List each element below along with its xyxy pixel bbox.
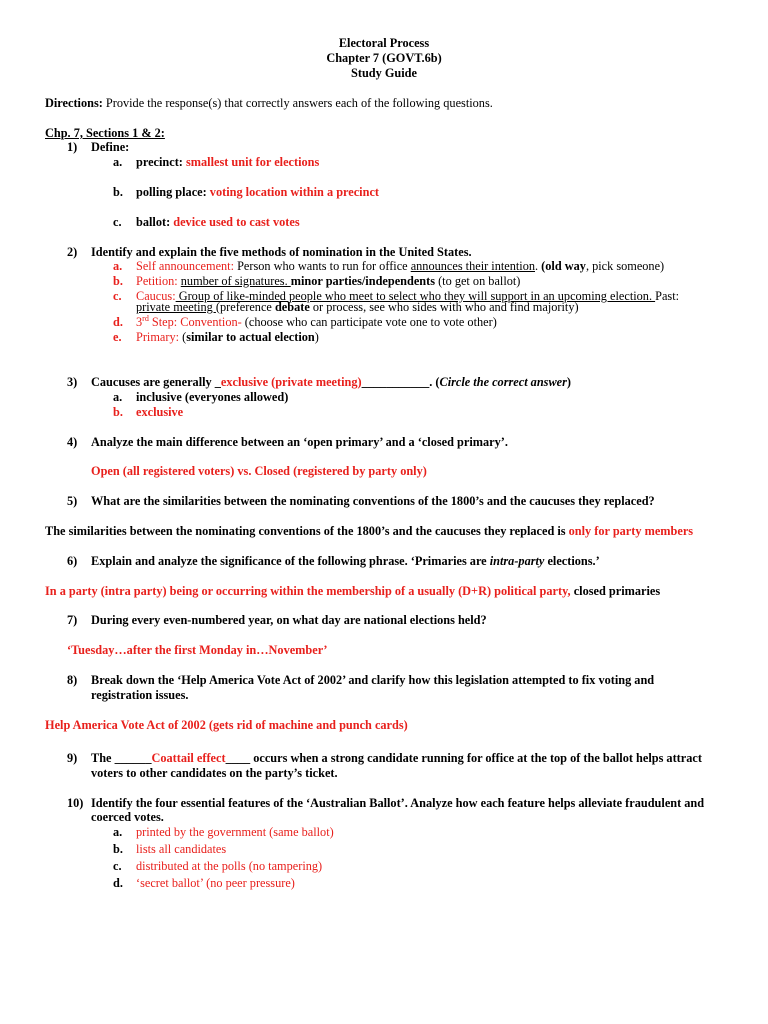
q3-text: Caucuses are generally _exclusive (private meeting)___________. (Circle the correct answer) — [91, 375, 572, 389]
q10b-letter: b. — [113, 842, 123, 856]
q1-text: Define: — [91, 140, 130, 154]
q2d-letter: d. — [113, 315, 123, 329]
q2b-letter: b. — [113, 274, 123, 288]
q1b-letter: b. — [113, 185, 123, 199]
q4-number: 4) — [67, 435, 78, 449]
q3b-letter: b. — [113, 405, 123, 419]
q5-answer: The similarities between the nominating conventions of the 1800’s and the caucuses they replaced is only for party members — [45, 524, 694, 538]
q2-number: 2) — [67, 245, 78, 259]
q7-text: During every even-numbered year, on what day are national elections held? — [91, 613, 487, 627]
q7-number: 7) — [67, 613, 78, 627]
q1c-letter: c. — [113, 215, 122, 229]
q2a-letter: a. — [113, 259, 123, 273]
doc-subtitle: Chapter 7 (GOVT.6b) — [326, 51, 442, 65]
q1c: ballot: device used to cast votes — [136, 215, 300, 229]
q9-text-line2: voters to other candidates on the party’s ticket. — [91, 766, 338, 780]
q3-number: 3) — [67, 375, 78, 389]
q3a-letter: a. — [113, 390, 123, 404]
q2e: Primary: (similar to actual election) — [136, 330, 319, 344]
q8-text-line1: Break down the ‘Help America Vote Act of 2002’ and clarify how this legislation attempted to fix voting and — [91, 673, 655, 687]
q9-number: 9) — [67, 751, 78, 765]
q1b: polling place: voting location within a precinct — [136, 185, 379, 199]
q5-text: What are the similarities between the nominating conventions of the 1800’s and the caucuses they replaced? — [91, 494, 655, 508]
q6-answer: In a party (intra party) being or occurring within the membership of a usually (D+R) political party, closed primaries — [45, 584, 661, 598]
q6-text: Explain and analyze the significance of the following phrase. ‘Primaries are intra-party elections.’ — [91, 554, 600, 568]
q2d: 3rd Step: Convention- (choose who can participate vote one to vote other) — [136, 313, 497, 329]
q3a: inclusive (everyones allowed) — [136, 390, 289, 404]
q2c-line2: private meeting (preference debate or process, see who sides with who and find majority) — [136, 300, 579, 314]
q3b: exclusive — [136, 405, 184, 419]
q10a: printed by the government (same ballot) — [136, 825, 334, 839]
q10-number: 10) — [67, 796, 84, 810]
q9-text-line1: The ______Coattail effect____ occurs when a strong candidate running for office at the top of the ballot helps attract — [91, 751, 702, 765]
q1a: precinct: smallest unit for elections — [136, 155, 320, 169]
q5-number: 5) — [67, 494, 78, 508]
q4-answer: Open (all registered voters) vs. Closed (registered by party only) — [91, 464, 427, 478]
q8-number: 8) — [67, 673, 78, 687]
q10c-letter: c. — [113, 859, 122, 873]
q6-number: 6) — [67, 554, 78, 568]
q10d-letter: d. — [113, 876, 123, 890]
directions: Directions: Provide the response(s) that correctly answers each of the following questions. — [45, 96, 493, 110]
doc-subtitle-2: Study Guide — [351, 66, 417, 80]
q10-text-line1: Identify the four essential features of the ‘Australian Ballot’. Analyze how each feature helps alleviate fraudulent and — [91, 796, 705, 810]
q2c-letter: c. — [113, 289, 122, 303]
q2c-line1: Caucus: Group of like-minded people who meet to select who they will support in an upcoming election. Past: — [136, 289, 680, 303]
q8-text-line2: registration issues. — [91, 688, 189, 702]
q8-answer: Help America Vote Act of 2002 (gets rid of machine and punch cards) — [45, 718, 408, 732]
q1-number: 1) — [67, 140, 78, 154]
section-heading: Chp. 7, Sections 1 & 2: — [45, 126, 165, 140]
q10d: ‘secret ballot’ (no peer pressure) — [136, 876, 295, 890]
q10a-letter: a. — [113, 825, 123, 839]
q10-text-line2: coerced votes. — [91, 810, 164, 824]
q10b: lists all candidates — [136, 842, 227, 856]
q4-text: Analyze the main difference between an ‘open primary’ and a ‘closed primary’. — [91, 435, 508, 449]
q2b: Petition: number of signatures. minor parties/independents (to get on ballot) — [136, 274, 521, 288]
doc-title: Electoral Process — [338, 36, 430, 50]
q1a-letter: a. — [113, 155, 123, 169]
q2a: Self announcement: Person who wants to run for office announces their intention. (old way, pick someone) — [136, 259, 665, 273]
q7-answer: ‘Tuesday…after the first Monday in…November’ — [67, 643, 328, 657]
q10c: distributed at the polls (no tampering) — [136, 859, 323, 873]
q2e-letter: e. — [113, 330, 122, 344]
q2-text: Identify and explain the five methods of nomination in the United States. — [91, 245, 472, 259]
